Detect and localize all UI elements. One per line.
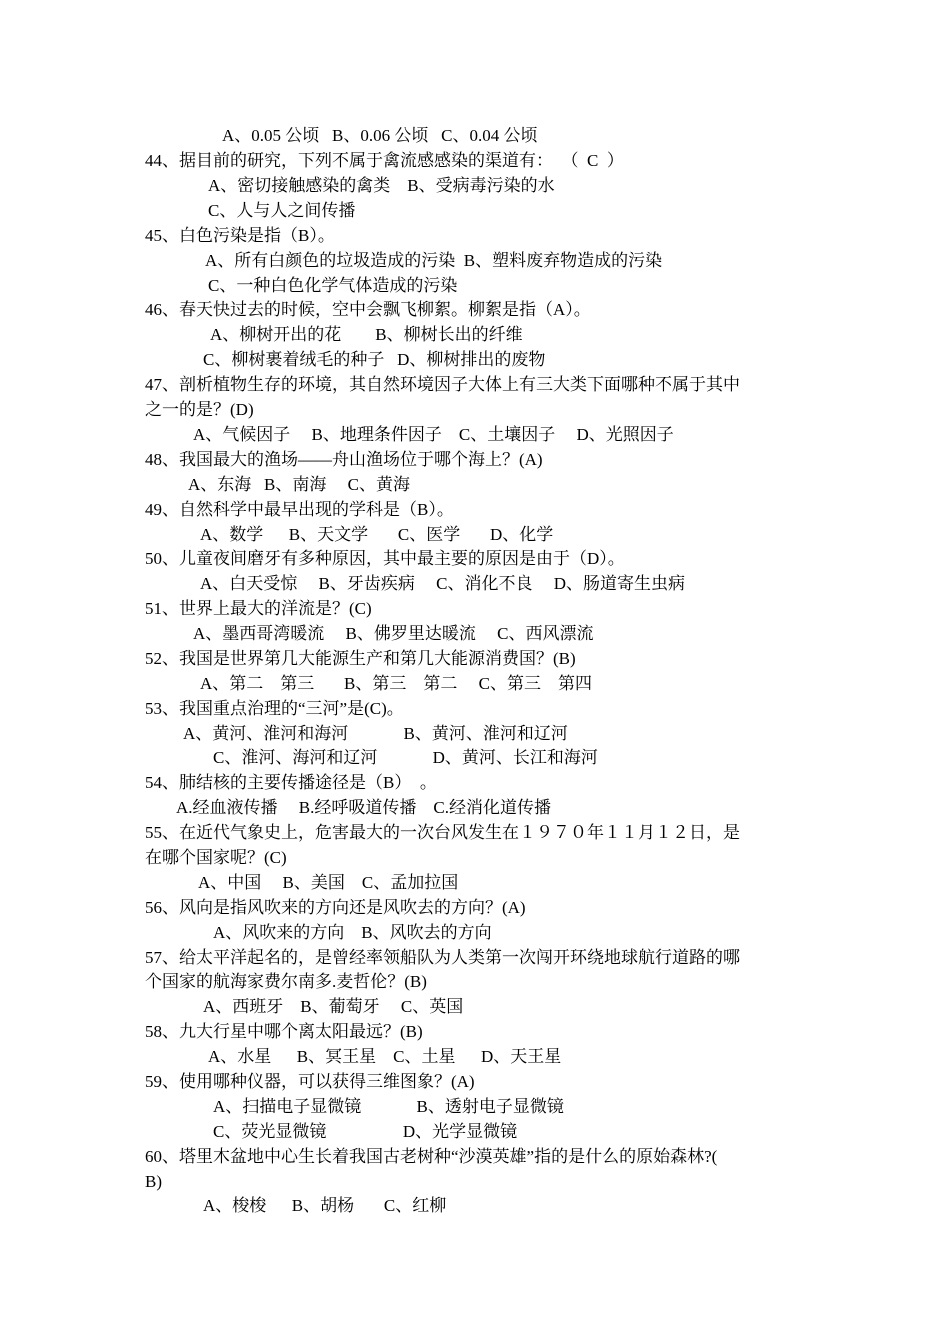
- option-line: C、人与人之间传播: [208, 201, 356, 220]
- question-58: 58、九大行星中哪个离太阳最远？(B): [145, 1022, 423, 1041]
- option-line: A、柳树开出的花 B、柳树长出的纤维: [210, 325, 523, 344]
- option-line: A、0.05 公顷 B、0.06 公顷 C、0.04 公顷: [222, 126, 538, 145]
- option-line: A、中国 B、美国 C、孟加拉国: [198, 873, 459, 892]
- question-53: 53、我国重点治理的“三河”是(C)。: [145, 699, 404, 718]
- question-57: 57、给太平洋起名的，是曾经率领船队为人类第一次闯开环绕地球航行道路的哪: [145, 948, 740, 967]
- option-line: A、第二 第三 B、第三 第二 C、第三 第四: [200, 674, 592, 693]
- option-line: C、荧光显微镜 D、光学显微镜: [213, 1122, 518, 1141]
- option-line: A、气候因子 B、地理条件因子 C、土壤因子 D、光照因子: [193, 425, 674, 444]
- option-line: A、扫描电子显微镜 B、透射电子显微镜: [213, 1097, 564, 1116]
- option-line: A、风吹来的方向 B、风吹去的方向: [213, 923, 492, 942]
- option-line: C、淮河、海河和辽河 D、黄河、长江和海河: [213, 748, 598, 767]
- option-line: A、黄河、淮河和海河 B、黄河、淮河和辽河: [183, 724, 568, 743]
- question-47: 47、剖析植物生存的环境，其自然环境因子大体上有三大类下面哪种不属于其中: [145, 375, 740, 394]
- option-line: A、梭梭 B、胡杨 C、红柳: [203, 1196, 447, 1215]
- option-line: A、东海 B、南海 C、黄海: [188, 475, 410, 494]
- option-line: A、西班牙 B、葡萄牙 C、英国: [203, 997, 464, 1016]
- question-57-continued: 个国家的航海家费尔南多.麦哲伦？(B): [145, 972, 427, 991]
- option-line: A、数学 B、天文学 C、医学 D、化学: [200, 525, 554, 544]
- option-line: C、一种白色化学气体造成的污染: [208, 276, 458, 295]
- question-54: 54、肺结核的主要传播途径是（B） 。: [145, 773, 437, 792]
- option-line: A、水星 B、冥王星 C、土星 D、天王星: [208, 1047, 562, 1066]
- question-52: 52、我国是世界第几大能源生产和第几大能源消费国？(B): [145, 649, 576, 668]
- question-59: 59、使用哪种仪器，可以获得三维图象？(A): [145, 1072, 475, 1091]
- question-51: 51、世界上最大的洋流是？(C): [145, 599, 372, 618]
- option-line: A、白天受惊 B、牙齿疾病 C、消化不良 D、肠道寄生虫病: [200, 574, 685, 593]
- option-line: A、所有白颜色的垃圾造成的污染 B、塑料废弃物造成的污染: [205, 251, 663, 270]
- question-47-continued: 之一的是？(D): [145, 400, 254, 419]
- option-line: C、柳树裹着绒毛的种子 D、柳树排出的废物: [203, 350, 546, 369]
- question-60: 60、塔里木盆地中心生长着我国古老树种“沙漠英雄”指的是什么的原始森林?(: [145, 1147, 718, 1166]
- question-44: 44、据目前的研究，下列不属于禽流感感染的渠道有： （ C ）: [145, 151, 624, 170]
- question-60-continued: B): [145, 1172, 162, 1191]
- question-50: 50、儿童夜间磨牙有多种原因，其中最主要的原因是由于（D）。: [145, 549, 625, 568]
- question-55-continued: 在哪个国家呢？(C): [145, 848, 287, 867]
- option-line: A、密切接触感染的禽类 B、受病毒污染的水: [208, 176, 555, 195]
- question-56: 56、风向是指风吹来的方向还是风吹去的方向？(A): [145, 898, 526, 917]
- option-line: A、墨西哥湾暖流 B、佛罗里达暖流 C、西风漂流: [193, 624, 594, 643]
- question-45: 45、白色污染是指（B）。: [145, 226, 335, 245]
- option-line: A.经血液传播 B.经呼吸道传播 C.经消化道传播: [176, 798, 551, 817]
- question-46: 46、春天快过去的时候，空中会飘飞柳絮。柳絮是指（A）。: [145, 300, 591, 319]
- question-55: 55、在近代气象史上，危害最大的一次台风发生在１９７０年１１月１２日，是: [145, 823, 740, 842]
- question-48: 48、我国最大的渔场——舟山渔场位于哪个海上？(A): [145, 450, 543, 469]
- question-49: 49、自然科学中最早出现的学科是（B）。: [145, 500, 454, 519]
